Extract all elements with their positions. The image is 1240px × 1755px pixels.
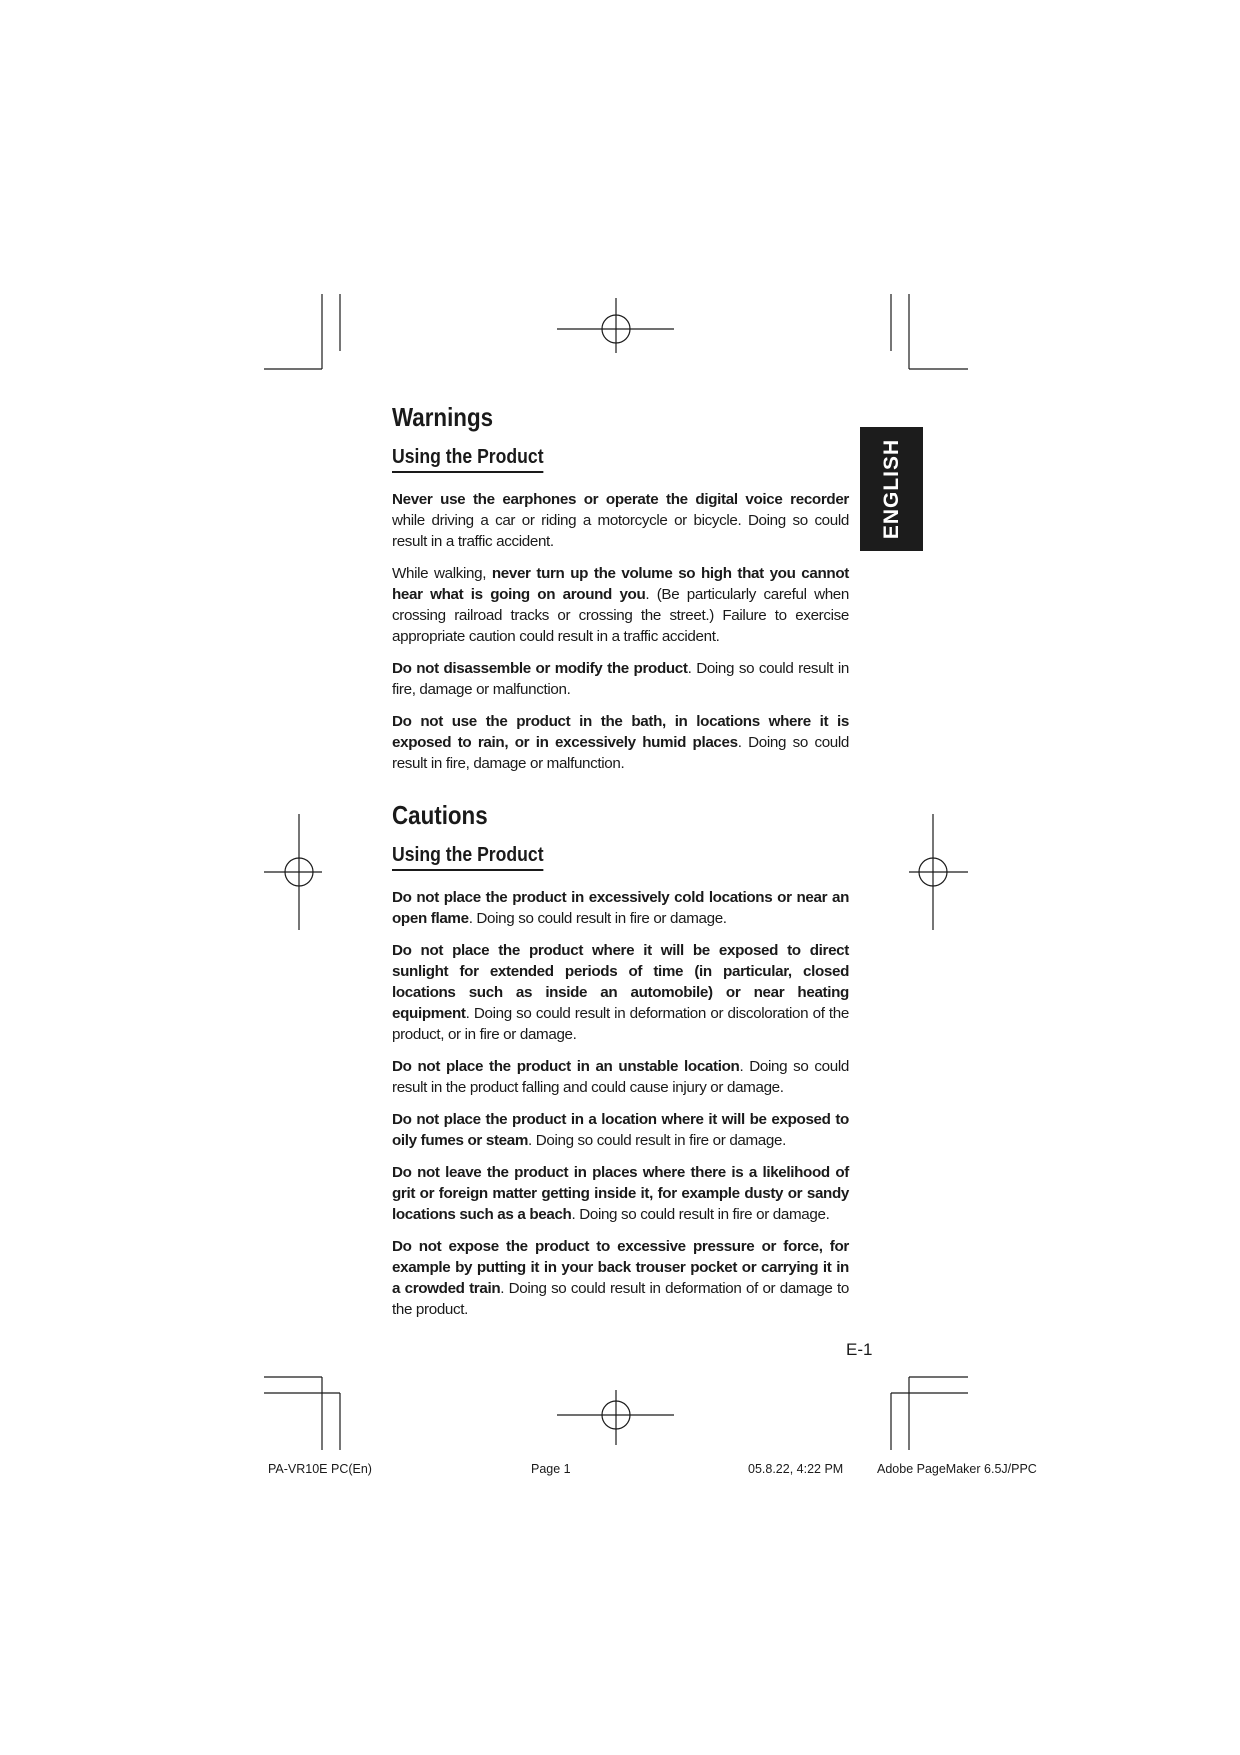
bold-text: Do not place the product in a location where it will be exposed to oily fumes or steam <box>392 1111 849 1149</box>
bold-text: Never use the earphones or operate the digital voice recorder <box>392 491 849 508</box>
slug-file: PA-VR10E PC(En) <box>268 1462 372 1476</box>
body-text: . Doing so could result in fire, damage or malfunction. <box>392 660 849 698</box>
paragraph <box>392 1109 849 1151</box>
bold-text: Do not use the product in the bath, in locations where it is exposed to rain, or in excessively humid places <box>392 713 849 751</box>
page-number: E-1 <box>846 1340 873 1359</box>
warnings-heading: Warnings <box>392 402 494 432</box>
cautions-heading: Cautions <box>392 800 488 830</box>
paragraph <box>392 563 849 647</box>
warnings-paragraphs <box>392 489 849 774</box>
language-tab <box>860 427 923 551</box>
main-content <box>392 400 850 1318</box>
paragraph <box>392 711 849 774</box>
paragraph <box>392 1056 849 1098</box>
paragraph <box>392 887 849 929</box>
paragraph <box>392 489 849 552</box>
warnings-subheading: Using the Product <box>392 444 544 473</box>
body-text: . Doing so could result in the product falling and could cause injury or damage. <box>392 1058 849 1096</box>
body-text: . (Be particularly careful when crossing railroad tracks or crossing the street.) Failure to exercise appropriate caution could result in a traffic accident. <box>392 586 849 645</box>
slug-page: Page 1 <box>531 1462 571 1476</box>
cautions-paragraphs <box>392 887 849 1320</box>
body-text: . Doing so could result in fire or damage. <box>468 910 727 927</box>
slug-app: Adobe PageMaker 6.5J/PPC <box>877 1462 1037 1476</box>
cautions-subheading: Using the Product <box>392 842 544 871</box>
bold-text: Do not leave the product in places where there is a likelihood of grit or foreign matter getting inside it, for example dusty or sandy locations such as a beach <box>392 1164 849 1223</box>
bold-text: Do not place the product where it will be exposed to direct sunlight for extended periods of time (in particular, closed locations such as inside an automobile) or near heating equipment <box>392 942 849 1022</box>
slug-date: 05.8.22, 4:22 PM <box>748 1462 844 1476</box>
bold-text: Do not expose the product to excessive pressure or force, for example by putting it in your back trouser pocket or carrying it in a crowded train <box>392 1238 849 1297</box>
bold-text: never turn up the volume so high that you cannot hear what is going on around you <box>392 565 849 603</box>
body-text: . Doing so could result in deformation of or damage to the product. <box>392 1280 849 1318</box>
paragraph <box>392 658 849 700</box>
cautions-section <box>392 798 849 1331</box>
body-text: . Doing so could result in fire or damage. <box>571 1206 830 1223</box>
body-text: . Doing so could result in fire, damage or malfunction. <box>392 734 850 772</box>
body-text: while driving a car or riding a motorcycle or bicycle. Doing so could result in a traffic accident. <box>392 512 849 550</box>
warnings-section <box>392 400 849 774</box>
bold-text: Do not disassemble or modify the product <box>392 660 688 677</box>
paragraph <box>392 940 849 1045</box>
body-text: . Doing so could result in fire or damage. <box>528 1132 786 1149</box>
paragraph <box>392 1236 849 1320</box>
bold-text: Do not place the product in excessively cold locations or near an open flame <box>392 889 849 927</box>
body-text: While walking, <box>392 565 492 582</box>
bold-text: Do not place the product in an unstable location <box>392 1058 740 1075</box>
paragraph <box>392 1162 849 1225</box>
language-tab-label: ENGLISH <box>879 438 903 540</box>
body-text: . Doing so could result in deformation or discoloration of the product, or in fire or damage. <box>392 1005 849 1043</box>
